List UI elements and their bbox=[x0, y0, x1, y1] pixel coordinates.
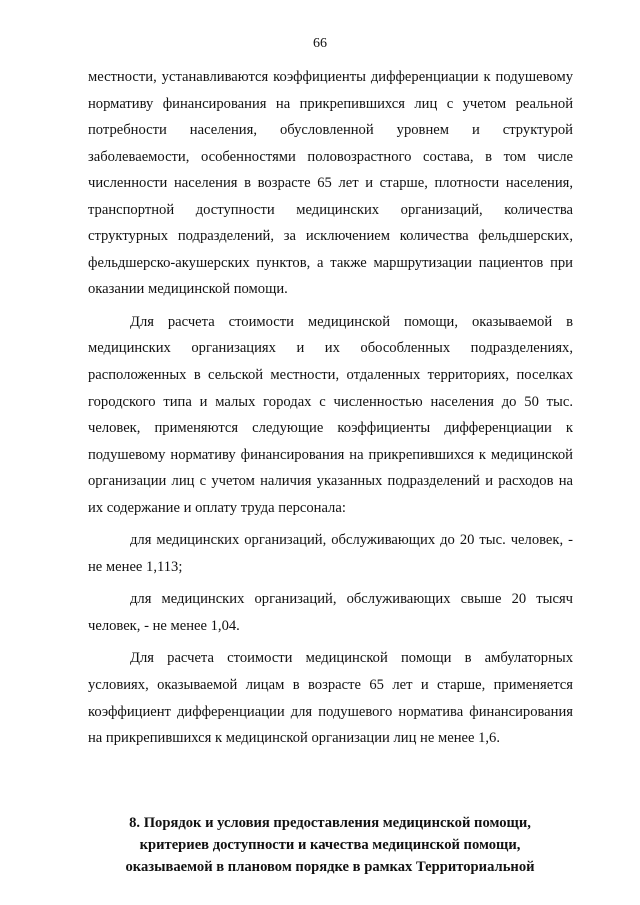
section-heading bbox=[100, 812, 560, 878]
section-heading-line-2: критериев доступности и качества медицинской помощи, bbox=[139, 837, 521, 853]
list-item-over-20k: для медицинских организаций, обслуживающих свыше 20 тысяч человек, - не менее 1,04. bbox=[88, 591, 573, 634]
paragraph-elderly-coefficient: Для расчета стоимости медицинской помощи в амбулаторных условиях, оказываемой лицам в возрасте 65 лет и старше, применяется коэффициент дифференциации для подушевого норматива финансирования на прикрепившихся к медицинской организации лиц не менее 1,6. bbox=[88, 650, 573, 747]
section-heading-line-3: оказываемой в плановом порядке в рамках Территориальной bbox=[125, 859, 535, 875]
paragraph-rural-coefficients: Для расчета стоимости медицинской помощи, оказываемой в медицинских организациях и их обособленных подразделениях, расположенных в сельской местности, отдаленных территориях, поселках городского типа и малых городах с численностью населения до 50 тыс. человек, применяются следующие коэффициенты дифференциации к подушевому нормативу финансирования на прикрепившихся к медицинской организации лиц с учетом наличия указанных подразделений и расходов на их содержание и оплату труда персонала: bbox=[88, 313, 573, 516]
list-item-up-to-20k: для медицинских организаций, обслуживающих до 20 тыс. человек, - не менее 1,113; bbox=[88, 532, 573, 575]
section-heading-line-1: 8. Порядок и условия предоставления медицинской помощи, bbox=[129, 815, 531, 831]
document-body bbox=[88, 64, 573, 752]
page-number: 66 bbox=[313, 36, 327, 51]
paragraph-continuation: местности, устанавливаются коэффициенты дифференциации к подушевому нормативу финансирования на прикрепившихся лиц с учетом реальной потребности населения, обусловленной уровнем и структурой заболеваемости, особенностями половозрастного состава, в том числе численности населения в возрасте 65 лет и старше, плотности населения, транспортной доступности медицинских организаций, количества структурных подразделений, за исключением количества фельдшерских, фельдшерско-акушерских пунктов, а также маршрутизации пациентов при оказании медицинской помощи. bbox=[88, 69, 573, 298]
